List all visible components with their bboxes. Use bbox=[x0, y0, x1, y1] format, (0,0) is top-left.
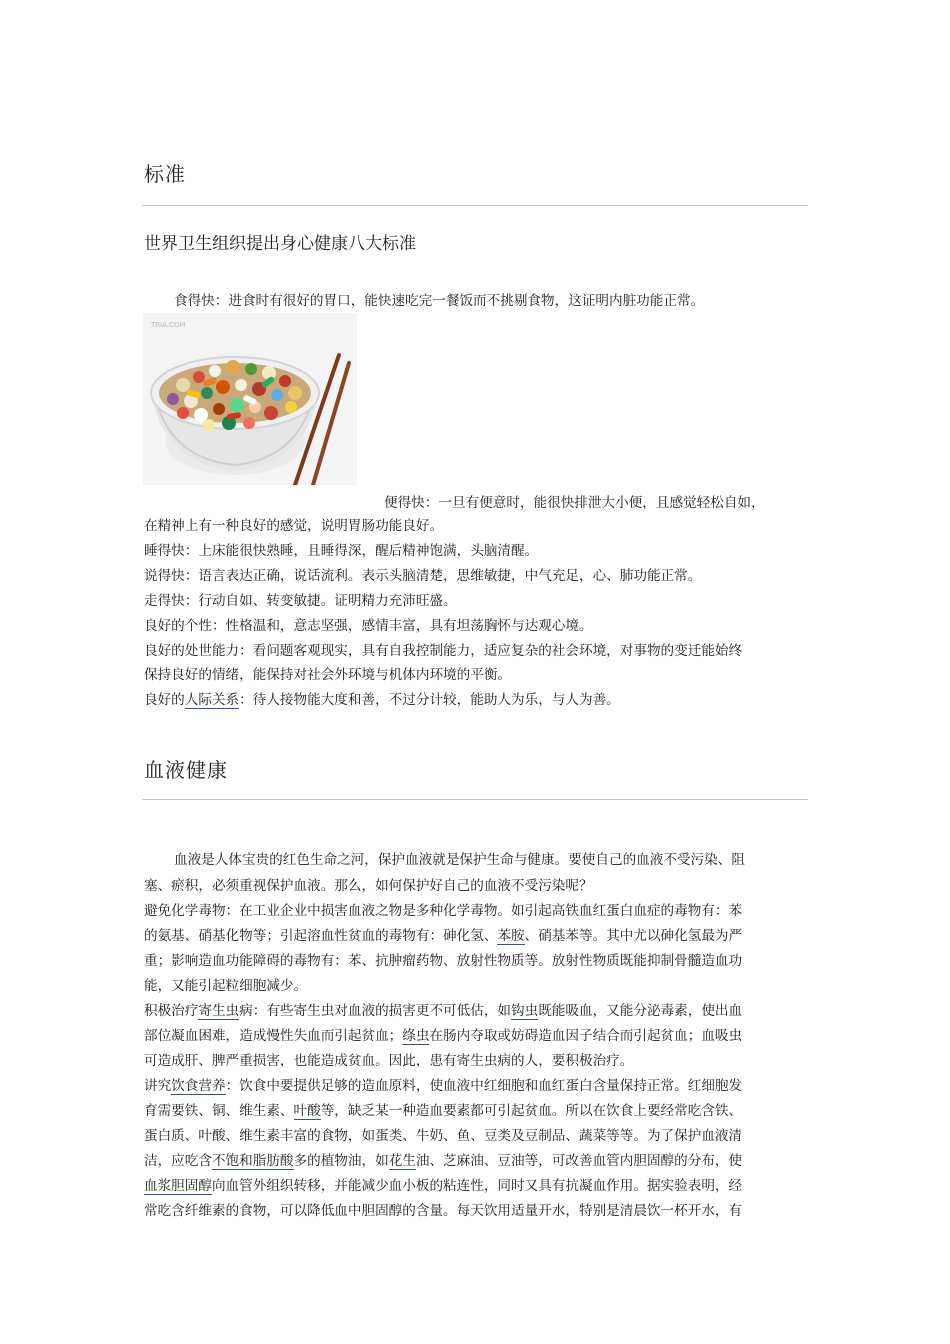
paragraph-parasite-3: 可造成肝、脾严重损害，也能造成贫血。因此，患有寄生虫病的人，要积极治疗。 bbox=[144, 1053, 634, 1069]
paragraph-chem-1: 避免化学毒物：在工业企业中损害血液之物是多种化学毒物。如引起高铁血红蛋白血症的毒物有：苯 bbox=[144, 903, 743, 919]
text-segment: 部位凝血困难，造成慢性失血而引起贫血； bbox=[144, 1028, 403, 1044]
link-parasite[interactable]: 寄生虫 bbox=[198, 1003, 240, 1019]
text-segment: 多的植物油，如 bbox=[293, 1153, 389, 1169]
section-subtitle: 世界卫生组织提出身心健康八大标准 bbox=[144, 234, 416, 254]
paragraph-nutrition-6: 常吃含纤维素的食物，可以降低血中胆固醇的含量。每天饮用适量开水，特别是清晨饮一杯开水，有 bbox=[144, 1203, 743, 1219]
section-title-blood: 血液健康 bbox=[144, 758, 228, 782]
link-plasma-cholesterol[interactable]: 血浆胆固醇 bbox=[144, 1178, 212, 1194]
text-segment: 等，缺乏某一种造血要素都可引起贫血。所以在饮食上要经常吃含铁、 bbox=[320, 1103, 743, 1119]
section-divider bbox=[142, 799, 808, 800]
paragraph-nutrition-5 bbox=[144, 1174, 808, 1200]
text-segment: 良好的 bbox=[144, 692, 185, 708]
paragraph-walk: 走得快：行动自如、转变敏捷。证明精力充沛旺盛。 bbox=[144, 593, 457, 609]
text-segment: 育需要铁、铜、维生素、 bbox=[144, 1103, 294, 1119]
text-segment: ：待人接物能大度和善，不过分计较，能助人为乐，与人为善。 bbox=[239, 692, 620, 708]
link-aniline[interactable]: 苯胺 bbox=[497, 928, 525, 944]
paragraph-parasite-2 bbox=[144, 1024, 808, 1050]
text-segment: 洁，应吃含 bbox=[144, 1153, 212, 1169]
paragraph-bowel-line1: 便得快：一旦有便意时，能很快排泄大小便，且感觉轻松自如， bbox=[384, 495, 765, 511]
paragraph-social-line2: 保持良好的情绪，能保持对社会外环境与机体内环境的平衡。 bbox=[144, 667, 512, 683]
link-nutrition[interactable]: 饮食营养 bbox=[171, 1078, 226, 1094]
paragraph-bowel-line2: 在精神上有一种良好的感觉，说明胃肠功能良好。 bbox=[144, 518, 444, 534]
pills-bowl-image bbox=[143, 313, 357, 485]
text-segment: 油、芝麻油、豆油等，可改善血管内胆固醇的分布，使 bbox=[415, 1153, 743, 1169]
link-hookworm[interactable]: 钩虫 bbox=[511, 1003, 539, 1019]
link-peanut[interactable]: 花生 bbox=[388, 1153, 416, 1169]
paragraph-chem-2 bbox=[144, 924, 808, 950]
paragraph-personality: 良好的个性：性格温和，意志坚强，感情丰富，具有坦荡胸怀与达观心境。 bbox=[144, 618, 593, 634]
link-tapeworm[interactable]: 绦虫 bbox=[402, 1028, 430, 1044]
section-title-standard: 标准 bbox=[144, 162, 186, 186]
text-segment: 病：有些寄生虫对血液的损害更不可低估，如 bbox=[239, 1003, 512, 1019]
paragraph-speak: 说得快：语言表达正确，说话流利。表示头脑清楚，思维敏捷，中气充足，心、肺功能正常。 bbox=[144, 568, 702, 584]
paragraph-blood-intro-1: 血液是人体宝贵的红色生命之河，保护血液就是保护生命与健康。要使自己的血液不受污染、阻 bbox=[174, 852, 745, 868]
text-segment: 在肠内夺取或妨碍造血因子结合而引起贫血；血吸虫 bbox=[429, 1028, 743, 1044]
link-unsaturated-fat[interactable]: 不饱和脂肪酸 bbox=[211, 1153, 294, 1169]
text-segment: 积极治疗 bbox=[144, 1003, 199, 1019]
paragraph-eat-fast: 食得快：进食时有很好的胃口，能快速吃完一餐饭而不挑剔食物，这证明内脏功能正常。 bbox=[174, 293, 705, 309]
link-folic-acid[interactable]: 叶酸 bbox=[293, 1103, 321, 1119]
paragraph-nutrition-3: 蛋白质、叶酸、维生素丰富的食物，如蛋类、牛奶、鱼、豆类及豆制品、蔬菜等等。为了保护血液清 bbox=[144, 1128, 743, 1144]
text-segment: 、硝基苯等。其中尤以砷化氢最为严 bbox=[524, 928, 743, 944]
paragraph-parasite-1 bbox=[144, 999, 808, 1025]
text-segment: 的氨基、硝基化物等；引起溶血性贫血的毒物有：砷化氢、 bbox=[144, 928, 498, 944]
paragraph-nutrition-1 bbox=[144, 1074, 808, 1100]
paragraph-nutrition-4 bbox=[144, 1149, 808, 1175]
paragraph-chem-4: 能，又能引起粒细胞减少。 bbox=[144, 978, 308, 994]
text-segment: ：饮食中要提供足够的造血原料，使血液中红细胞和血红蛋白含量保持正常。红细胞发 bbox=[225, 1078, 743, 1094]
section-divider bbox=[142, 205, 808, 206]
paragraph-chem-3: 重；影响造血功能障碍的毒物有：苯、抗肿瘤药物、放射性物质等。放射性物质既能抑制骨髓造血功 bbox=[144, 953, 743, 969]
paragraph-relations bbox=[144, 688, 808, 714]
paragraph-sleep: 睡得快：上床能很快熟睡，且睡得深，醒后精神饱满，头脑清醒。 bbox=[144, 543, 539, 559]
paragraph-social-line1: 良好的处世能力：看问题客观现实，具有自我控制能力，适应复杂的社会环境，对事物的变迁能始终 bbox=[144, 643, 743, 659]
paragraph-nutrition-2 bbox=[144, 1099, 808, 1125]
text-segment: 讲究 bbox=[144, 1078, 172, 1094]
text-segment: 既能吸血，又能分泌毒素，使出血 bbox=[538, 1003, 743, 1019]
image-watermark: TRIA.COM bbox=[151, 321, 186, 329]
text-segment: 向血管外组织转移，并能减少血小板的粘连性，同时又具有抗凝血作用。据实验表明，经 bbox=[211, 1178, 743, 1194]
paragraph-blood-intro-2: 塞、瘀积，必须重视保护血液。那么，如何保护好自己的血液不受污染呢？ bbox=[144, 878, 593, 894]
link-interpersonal[interactable]: 人际关系 bbox=[184, 692, 240, 708]
